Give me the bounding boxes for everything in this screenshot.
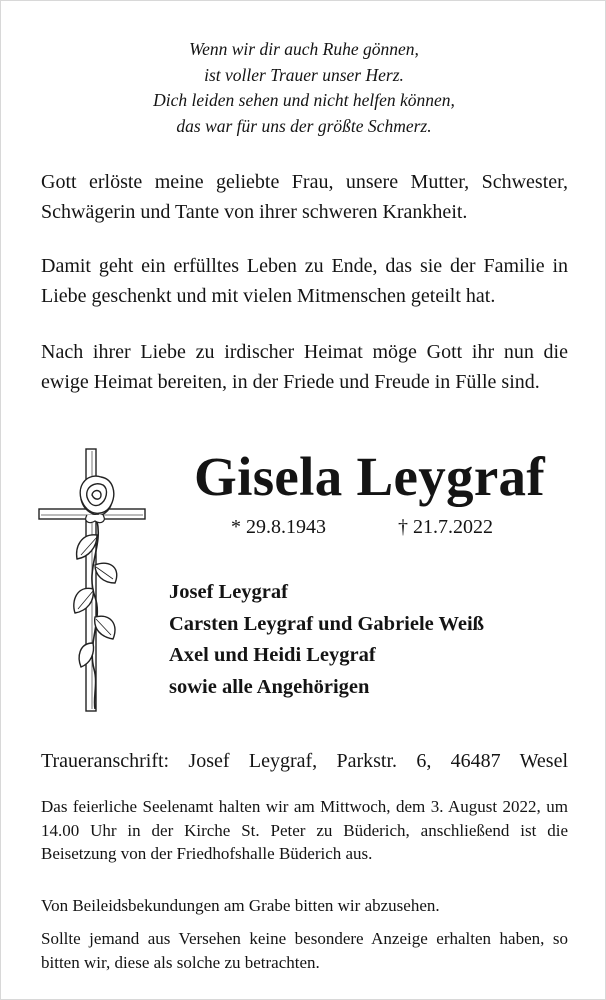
memorial-poem: [1, 37, 606, 139]
intro-paragraph: Nach ihrer Liebe zu irdischer Heimat möge Gott ihr nun die ewige Heimat bereiten, in der Friede und Freude in Fülle sind.: [41, 341, 568, 393]
mourner-entry: Carsten Leygraf und Gabriele Weiß: [169, 612, 485, 635]
cross-with-rose-icon: [37, 447, 149, 713]
intro-paragraph: Damit geht ein erfülltes Leben zu Ende, das sie der Familie in Liebe geschenkt und mit vielen Mitmenschen geteilt hat.: [41, 255, 568, 307]
mourner-entry: sowie alle Angehörigen: [169, 675, 370, 698]
poem-line: Dich leiden sehen und nicht helfen können,: [153, 90, 455, 110]
deceased-name: Gisela Leygraf: [194, 446, 545, 507]
poem-line: das war für uns der größte Schmerz.: [176, 115, 432, 136]
intro-paragraph: Gott erlöste meine geliebte Frau, unsere Mutter, Schwester, Schwägerin und Tante von ihrer schweren Krankheit.: [41, 171, 568, 223]
mourners-list: [169, 577, 484, 703]
birth-date: * 29.8.1943: [231, 516, 326, 538]
mourning-address: Traueranschrift: Josef Leygraf, Parkstr. 6, 46487 Wesel: [41, 750, 568, 772]
mourner-entry: Josef Leygraf: [169, 581, 288, 603]
funeral-service-notice: Das feierliche Seelenamt halten wir am Mittwoch, dem 3. August 2022, um 14.00 Uhr in der Kirche St. Peter zu Büderich, anschließend ist die Beisetzung von der Friedhofshalle Büderich aus.: [41, 797, 568, 863]
condolence-notice: Von Beileidsbekundungen am Grabe bitten wir abzusehen.: [41, 896, 440, 915]
mourner-entry: Axel und Heidi Leygraf: [169, 644, 376, 666]
missing-notice-remark: Sollte jemand aus Versehen keine besondere Anzeige erhalten haben, so bitten wir, diese als solche zu betrachten.: [41, 929, 568, 972]
poem-line: ist voller Trauer unser Herz.: [204, 64, 404, 85]
poem-line: Wenn wir dir auch Ruhe gönnen,: [189, 39, 419, 59]
death-date: † 21.7.2022: [398, 516, 493, 538]
